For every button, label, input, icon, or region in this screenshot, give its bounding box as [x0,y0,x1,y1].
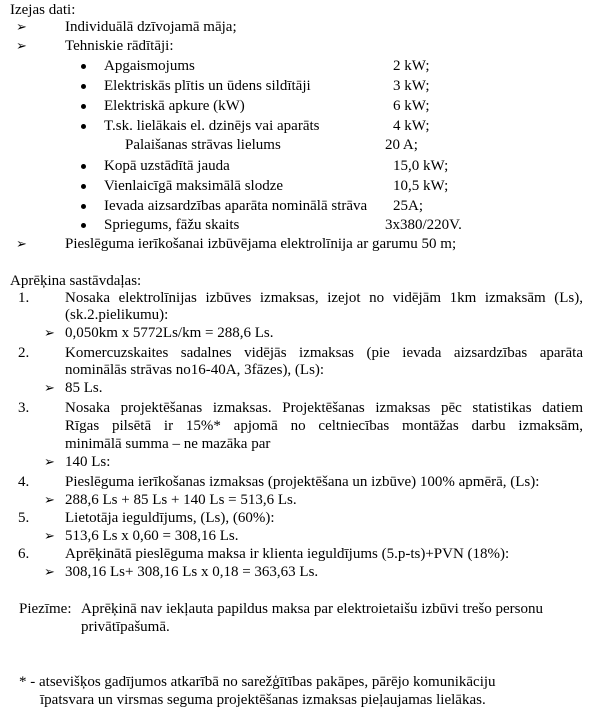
tech-label: Spriegums, fāžu skaits [104,217,240,233]
note-label: Piezīme: [19,601,72,617]
tech-value: 20 A; [385,137,418,153]
tech-label: Ievada aizsardzības aparāta nominālā strāva [104,198,368,214]
arrow-bullet-icon: ➢ [44,529,55,544]
footnote-text: īpatsvara un virsmas seguma projektēšanas izmaksas pieļaujamas lielākas. [40,692,486,708]
tech-value: 4 kW; [393,118,430,134]
tech-value: 6 kW; [393,98,430,114]
arrow-bullet-icon: ➢ [16,39,27,54]
step-number: 2. [18,345,30,361]
step-text: Aprēķinātā pieslēguma maksa ir klienta ieguldījums (5.p-ts)+PVN (18%): [65,546,510,562]
tech-value: 2 kW; [393,58,430,74]
tech-value: 25A; [393,198,423,214]
step-result: 0,050km x 5772Ls/km = 288,6 Ls. [65,325,274,341]
arrow-bullet-icon: ➢ [16,237,27,252]
tech-label: Palaišanas strāvas lielums [125,137,281,153]
bullet-icon [81,223,86,228]
izejas-item: Tehniskie rādītāji: [65,38,174,54]
step-text: Nosaka projektēšanas izmaksas. Projektēšanas izmaksas pēc statistikas datiem [65,400,583,416]
tech-value: 3x380/220V. [385,217,462,233]
step-number: 1. [18,290,30,306]
tech-value: 10,5 kW; [393,178,449,194]
footnote-text: * - atsevišķos gadījumos atkarībā no sarežģītības pakāpes, pārējo komunikāciju [19,674,496,690]
step-result: 288,6 Ls + 85 Ls + 140 Ls = 513,6 Ls. [65,492,297,508]
note-text: Aprēķinā nav iekļauta papildus maksa par elektroietaišu izbūvi trešo personu [81,601,543,617]
step-number: 6. [18,546,30,562]
tech-label: Elektriskās plītis un ūdens sildītāji [104,78,311,94]
bullet-icon [81,104,86,109]
note-text: privātīpašumā. [81,619,170,635]
tech-label: Kopā uzstādītā jauda [104,158,230,174]
tech-value: 3 kW; [393,78,430,94]
arrow-bullet-icon: ➢ [16,20,27,35]
arrow-bullet-icon: ➢ [44,565,55,580]
step-number: 5. [18,510,30,526]
bullet-icon [81,164,86,169]
izejas-item: Individuālā dzīvojamā māja; [65,19,237,35]
tech-value: 15,0 kW; [393,158,449,174]
step-result: 308,16 Ls+ 308,16 Ls x 0,18 = 363,63 Ls. [65,564,319,580]
bullet-icon [81,204,86,209]
arrow-bullet-icon: ➢ [44,381,55,396]
bullet-icon [81,64,86,69]
step-text: Rīgas pilsētā ir 15%* apjomā no celtniecības montāžas darbu izmaksām, [65,418,583,434]
arrow-bullet-icon: ➢ [44,326,55,341]
step-text: nominālās strāvas no16-40A, 3fāzes), (Ls): [65,362,325,378]
step-text: Nosaka elektrolīnijas izbūves izmaksas, izejot no vidējām 1km izmaksām (Ls), [65,290,583,306]
step-number: 3. [18,400,30,416]
tech-label: Elektriskā apkure (kW) [104,98,245,114]
step-text: Komercuzskaites sadalnes vidējās izmaksas (pie ievada aizsardzības aparāta [65,345,583,361]
calc-heading: Aprēķina sastāvdaļas: [10,273,142,289]
step-text: Pieslēguma ierīkošanas izmaksas (projektēšana un izbūve) 100% apmērā, (Ls): [65,474,540,490]
step-text: minimālā summa – ne mazāka par [65,436,271,452]
bullet-icon [81,84,86,89]
bullet-icon [81,124,86,129]
connection-line-text: Pieslēguma ierīkošanai izbūvējama elektrolīnija ar garumu 50 m; [65,236,457,252]
bullet-icon [81,184,86,189]
tech-label: Vienlaicīgā maksimālā slodze [104,178,284,194]
heading-izejas-dati: Izejas dati: [10,2,76,18]
step-text: (sk.2.pielikumu): [65,307,169,323]
tech-label: Apgaismojums [104,58,195,74]
step-result: 85 Ls. [65,380,103,396]
step-result: 140 Ls: [65,454,111,470]
arrow-bullet-icon: ➢ [44,493,55,508]
step-result: 513,6 Ls x 0,60 = 308,16 Ls. [65,528,239,544]
tech-label: T.sk. lielākais el. dzinējs vai aparāts [104,118,320,134]
arrow-bullet-icon: ➢ [44,455,55,470]
step-number: 4. [18,474,30,490]
step-text: Lietotāja ieguldījums, (Ls), (60%): [65,510,275,526]
